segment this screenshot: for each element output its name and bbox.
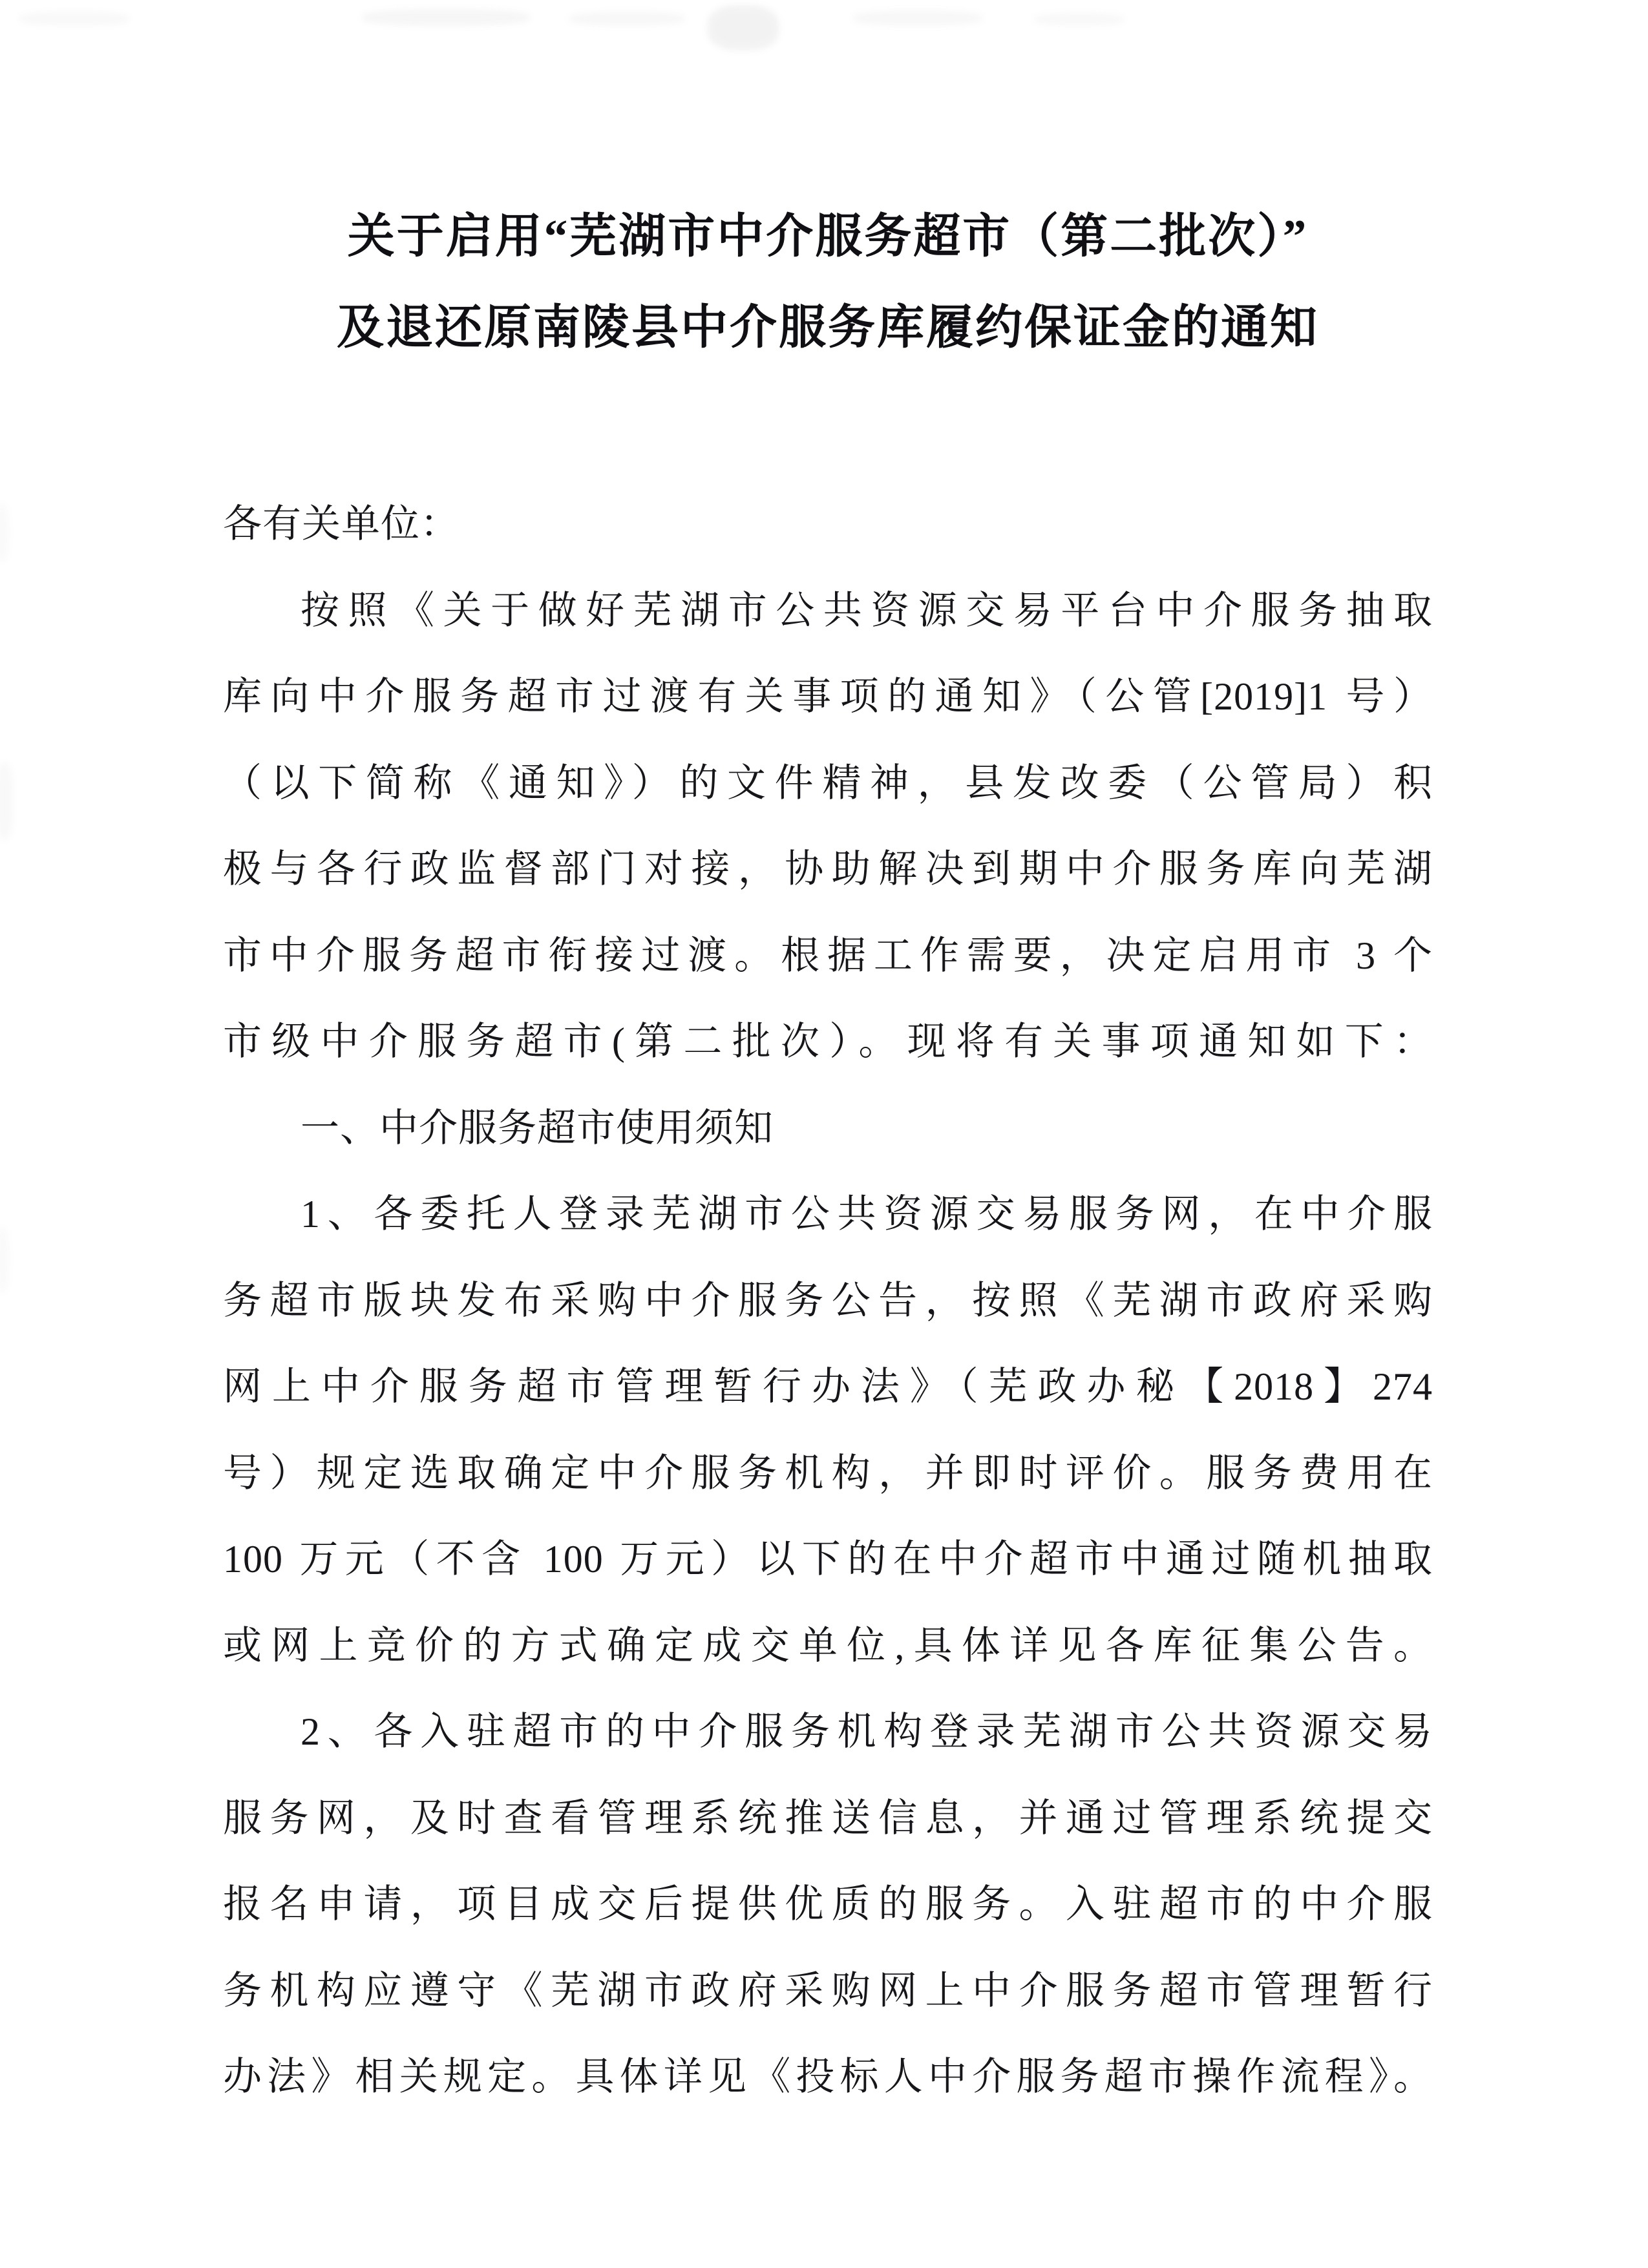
body-lines (223, 481, 1433, 2121)
body-line: 或网上竞价的方式确定成交单位,具体详见各库征集公告。 (223, 1624, 1433, 1667)
body-line: 按照《关于做好芜湖市公共资源交易平台中介服务抽取 (301, 589, 1433, 632)
scan-smudge-icon (0, 762, 13, 840)
scan-smudge-icon (0, 1228, 9, 1292)
body-line: （以下简称《通知》）的文件精神，县发改委（公管局）积 (223, 761, 1433, 804)
scan-smudge-icon (19, 12, 129, 26)
body-line: 各有关单位： (223, 503, 460, 545)
body-line: 服务网，及时查看管理系统推送信息，并通过管理系统提交 (223, 1796, 1433, 1840)
scan-smudge-icon (0, 504, 9, 562)
scan-smudge-icon (853, 10, 982, 26)
scan-smudge-icon (362, 9, 530, 26)
scan-smudge-icon (569, 12, 685, 26)
body-line: 2、各入驻超市的中介服务机构登录芜湖市公共资源交易 (301, 1710, 1433, 1753)
document-title-line-1: 关于启用“芜湖市中介服务超市（第二批次）” (347, 210, 1309, 262)
body-line: 市中介服务超市衔接过渡。根据工作需要，决定启用市 3 个 (223, 934, 1433, 977)
document-title (223, 191, 1433, 373)
scan-smudge-icon (708, 5, 779, 50)
document-content (223, 191, 1433, 2121)
body-line: 务机构应遵守《芜湖市政府采购网上中介服务超市管理暂行 (223, 1969, 1433, 2012)
body-line: 市级中介服务超市(第二批次）。现将有关事项通知如下： (223, 1020, 1433, 1063)
body-line: 极与各行政监督部门对接，协助解决到期中介服务库向芜湖 (223, 848, 1433, 890)
body-line: 1、各委托人登录芜湖市公共资源交易服务网，在中介服 (301, 1193, 1433, 1235)
body-line: 一、中介服务超市使用须知 (301, 1106, 774, 1150)
document-title-line-2: 及退还原南陵县中介服务库履约保证金的通知 (337, 301, 1319, 353)
body-line: 务超市版块发布采购中介服务公告，按照《芜湖市政府采购 (223, 1279, 1433, 1322)
body-line: 办法》相关规定。具体详见《投标人中介服务超市操作流程》。 (223, 2055, 1433, 2098)
body-line: 网上中介服务超市管理暂行办法》（芜政办秘【2018】274 (223, 1365, 1433, 1408)
body-line: 号）规定选取确定中介服务机构，并即时评价。服务费用在 (223, 1451, 1433, 1495)
body-line: 100 万元（不含 100 万元）以下的在中介超市中通过随机抽取 (223, 1538, 1433, 1580)
scan-smudge-icon (1034, 13, 1125, 26)
body-line: 库向中介服务超市过渡有关事项的通知》（公管[2019]1 号） (223, 675, 1433, 718)
body-line: 报名申请，项目成交后提供优质的服务。入驻超市的中介服 (223, 1883, 1433, 1926)
